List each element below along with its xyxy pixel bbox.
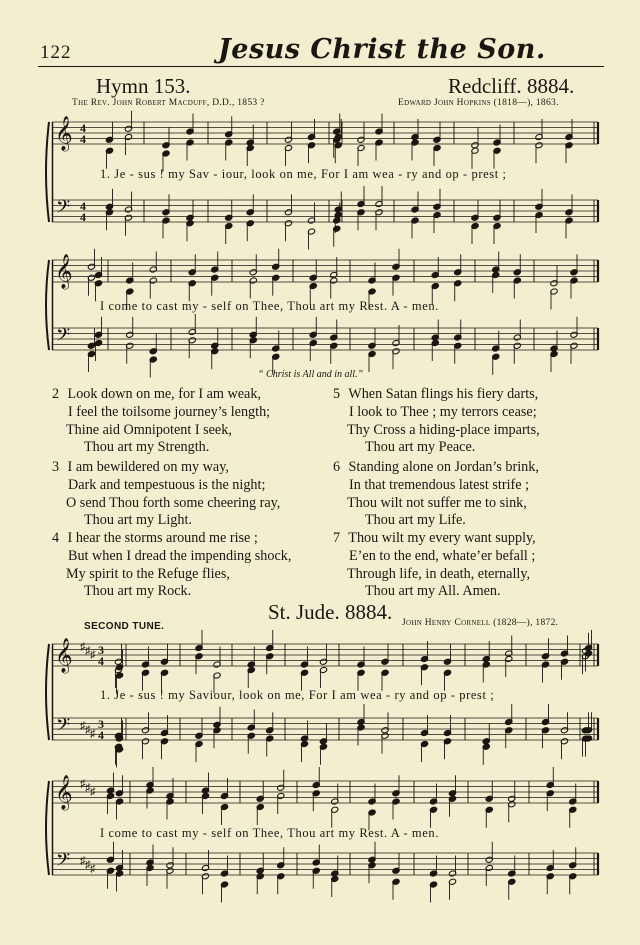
verse-line [52,459,280,477]
verse-line: Thou art my Rock. [84,583,192,600]
running-head: Jesus Christ the Son. [218,34,546,65]
time-signature: 4 [98,654,104,668]
time-signature: 4 [80,210,86,224]
verse-line: Thou art my Strength. [84,439,210,456]
sharp-icon: ♯ [90,728,96,740]
verse-line: I look to Thee ; my terrors cease; [349,403,537,420]
verse-line [52,530,291,548]
verse-number: 7 [333,530,341,546]
tune-name-text: Redcliff. [448,74,522,98]
verse-6 [333,459,539,530]
treble-clef-icon: 𝄞 [55,254,73,289]
system-brace [46,122,49,222]
verse-line: Thou wilt not suffer me to sink, [347,494,527,511]
header-rule [38,66,604,67]
lyric-line-4: I come to cast my - self on Thee, Thou art my Rest. A - men. [100,826,439,840]
second-tune-meter: 8884. [345,600,393,624]
verse-number: 6 [333,459,341,475]
verse-2 [52,386,270,457]
system-brace [46,644,49,740]
time-signature: 4 [80,199,86,213]
verse-line: Thou art my Life. [365,512,466,529]
verse-line: I feel the toilsome journey’s length; [68,403,271,420]
sharp-icon: ♯ [80,778,86,790]
verse-number: 3 [52,459,60,475]
bass-clef-icon: 𝄢 [56,715,71,740]
verse-line: Thine aid Omnipotent I seek, [66,421,232,438]
verse-line [333,386,540,404]
verse-line [333,459,539,477]
verse-number: 4 [52,530,60,546]
verse-line: Thou art my Light. [84,512,192,529]
sharp-icon: ♯ [85,645,91,657]
treble-clef-icon: 𝄞 [55,638,73,673]
sharp-icon: ♯ [80,641,86,653]
tune-name [448,74,574,99]
verse-4 [52,530,291,601]
verse-line [333,530,536,548]
lyric-line-1: 1. Je - sus ! my Sav - iour, look on me, For I am wea - ry and op - prest ; [100,167,507,181]
verse-line: Thou art my All. Amen. [365,583,501,600]
verse-number: 5 [333,386,341,402]
verse-line: My spirit to the Refuge flies, [66,565,230,582]
second-tune-label: SECOND TUNE. [84,621,165,632]
verse-line: Dark and tempestuous is the night; [68,476,266,493]
hymn-title: Hymn 153. [96,74,191,98]
sharp-icon: ♯ [85,782,91,794]
verse-line: O send Thou forth some cheering ray, [66,494,281,511]
verse-text: Standing alone on Jordan’s brink, [348,459,539,475]
scripture-motto: “ Christ is All and in all.” [258,369,364,380]
tune-meter: 8884. [526,74,575,98]
sharp-icon: ♯ [90,649,96,661]
verse-text: I am bewildered on my way, [67,459,229,475]
verse-text: I hear the storms around me rise ; [67,530,258,546]
time-signature: 4 [80,121,86,135]
verse-number: 2 [52,386,60,402]
verse-line: E’en to the end, whate’er befall ; [349,547,536,564]
second-tune-composer: John Henry Cornell (1828—), 1872. [402,618,559,628]
lyric-line-2: I come to cast my - self on Thee, Thou art my Rest. A - men. [100,299,439,313]
verse-text: When Satan flings his fiery darts, [348,386,539,402]
bass-clef-icon: 𝄢 [56,197,71,222]
system-brace [46,260,49,350]
sharp-icon: ♯ [90,786,96,798]
time-signature: 4 [98,728,104,742]
verse-text: Thou wilt my every want supply, [348,530,536,546]
sharp-icon: ♯ [80,720,86,732]
hymn-composer: Edward John Hopkins (1818—), 1863. [398,98,559,108]
verse-3 [52,459,280,530]
page-number: 122 [40,42,72,63]
sharp-icon: ♯ [85,859,91,871]
verse-line: In that tremendous latest strife ; [349,476,530,493]
hymn-author: The Rev. John Robert Macduff, D.D., 1853 ? [72,98,265,108]
bass-clef-icon: 𝄢 [56,325,71,350]
verse-7 [333,530,536,601]
treble-clef-icon: 𝄞 [55,116,73,151]
second-tune-name-text: St. Jude. [268,600,340,624]
verse-line: But when I dread the impending shock, [68,547,292,564]
time-signature: 3 [98,717,104,731]
verse-line: Thy Cross a hiding-place imparts, [347,421,540,438]
verse-text: Look down on me, for I am weak, [67,386,261,402]
sharp-icon: ♯ [90,863,96,875]
verse-5 [333,386,540,457]
time-signature: 4 [80,132,86,146]
sharp-icon: ♯ [80,855,86,867]
verse-line [52,386,270,404]
second-tune-name [268,600,392,625]
system-brace [46,781,49,875]
sharp-icon: ♯ [85,724,91,736]
time-signature: 3 [98,643,104,657]
lyric-line-3: 1. Je - sus ! my Saviour, look on me, For I am wea - ry and op - prest ; [100,688,495,702]
verse-line: Thou art my Peace. [365,439,476,456]
bass-clef-icon: 𝄢 [56,850,71,875]
verse-line: Through life, in death, eternally, [347,565,531,582]
treble-clef-icon: 𝄞 [55,775,73,810]
